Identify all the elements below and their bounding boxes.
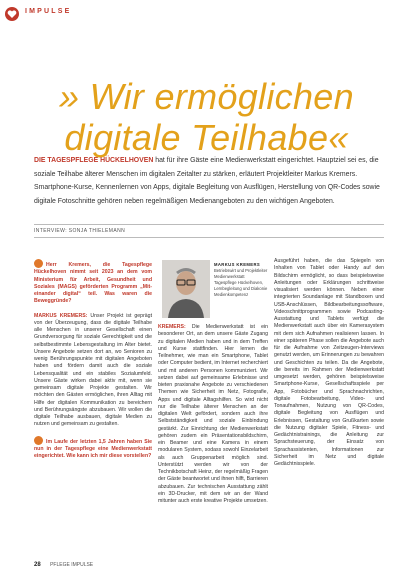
- speaker-label: MARKUS KREMERS:: [34, 312, 88, 319]
- divider: [34, 237, 384, 238]
- column-2: [158, 324, 268, 512]
- footer-text: PFLEGE IMPULSE: [50, 562, 94, 568]
- page-footer: [34, 562, 93, 568]
- answer-2-continued: Ausgeführt haben, die das Spiegeln von Inhalten von Tablet oder Handy auf den Bildschirm ermöglicht, so dass beispielsweise Anleitungen oder Erklärungen schrittweise visualisiert werden können. Neben einer integrierten Soundanlage mit Standboxen und USB-Anschlüssen, Bildbearbeitungssoftware, Videoschnittprogrammen sowie Podcasting-Ausstattung und Tablets verfügt die Medienwerkstatt auch über ein Kamerasystem mit dem sich Aufnahmen realisieren lassen. In einer späteren Phase sollen die Angebote auch für die Aufnahme von Zeitzeugen-Interviews genutzt werden, um Erinnerungen zu bewahren und Geschichten zu teilen. Da die Angebote, die bereits im Rahmen der Medienwerkstatt umgesetzt werden, gehören beispielsweise Smartphone-Kurse, Gesellschaftsspiele per App, Fotobücher und Sprachnachrichten, digitale Fotobearbeitung, Video- und Tonaufnahmen, Nutzung von QR-Codes, digitale Begleitung von Ausflügen und Erlebnissen, Gestaltung von Grußkarten sowie die Nutzung digitaler Spiele, Fitness- und Gedächtnistrainings, die Anleitung zur Sprachsteuerung, der Einsatz von Sprachassistenten, Informationen zur Sicherheit im Netz und digitale Gedächtnisspiele.: [274, 258, 384, 467]
- answer-1: MARKUS KREMERS: Unser Projekt ist geprägt von der Überzeugung, dass die digitale Teilhabe alle Menschen in unserer Gesellschaft einen Grundversorgung für soziale Gerechtigkeit und die selbstbestimmte Lebensgestaltung im Alter bietet. Unsere Angebote setzen dort an, wo Senioren zu wenig Berührungspunkte mit digitalen Angeboten haben und fördern damit auch die soziale Lebensqualität und ein stabiles Sozialumfeld. Unsere Gäste wirken dabei aktiv mit, wenn sie gemeinsam digitale Projekte gestalten. Wir möchten den Gästen ermöglichen, ihren Alltag mit Hilfe der digitalen Kommunikation zu bereichern und Berührungsängste abzubauen. Wir wollen die digitale Teilhabe ausbauen, digitale Medien zu nutzen und gemeinsam zu gestalten.: [34, 312, 153, 428]
- speech-bullet-icon: [34, 436, 43, 445]
- photo-caption: [214, 262, 268, 298]
- article-title-line-1: » Wir ermöglichen: [59, 76, 354, 117]
- intro-lead: DIE TAGESPFLEGE HÜCKELHOVEN: [34, 157, 154, 164]
- portrait-photo: [162, 260, 210, 318]
- caption-name: MARKUS KREMERS: [214, 262, 261, 267]
- divider: [34, 224, 384, 225]
- caption-text: Betriebswirt und Projektleiter Medienwerkstatt Tagespflege Hückelhoven, Lernbegleitung und Diakonie Medienkompetenz: [214, 268, 268, 297]
- column-3: [274, 258, 384, 475]
- column-1: [34, 259, 152, 467]
- page-number: 28: [34, 562, 41, 568]
- speaker-label: KREMERS:: [158, 324, 186, 330]
- question-2: Im Laufe der letzten 1,5 Jahren haben Sie nun in der Tagespflege eine Medienwerkstatt eingerichtet. Wie kann ich mir diese vorstellen?: [34, 436, 152, 461]
- section-label: IMPULSE: [25, 8, 72, 15]
- question-1: Herr Kremers, die Tagespflege Hückelhoven nimmt seit 2023 an dem vom Ministerium für Arbeit, Gesundheit und Soziales (MAGS) geförderten Programm „Mit-einander digital“ teil. Was waren die Beweggründe?: [34, 259, 152, 306]
- article-intro: [34, 154, 394, 208]
- interview-byline: INTERVIEW: SONJA THIELEMANN: [34, 228, 126, 234]
- intro-text: hat für ihre Gäste eine Medienwerkstatt eingerichtet. Hauptziel sei es, die soziale Teilhabe älterer Menschen im digitalen Zeitalter zu stärken, erläutert Projektleiter Markus Kremers. Smartphone-Kurse, Kennenlernen von Apps, digitale Begleitung von Ausflügen, Herstellung von QR-Codes sowie digitale Fotoschnitte gehören neben regelmäßigen Medienangeboten zu den wichtigen Angeboten.: [34, 157, 380, 205]
- answer-2: KREMERS: Die Medienwerkstatt ist ein besonderer Ort, an dem unsere Gäste Zugang zu digitalen Medien haben und in dem Treffen und Kurse stattfinden. Hier lernen die Teilnehmer, wie man ein Smartphone, Tablet oder Computer bedient, im Internet recherchiert und mit anderen Personen kommuniziert. Wir setzen dabei auf gemeinsame Erlebnisse und bieten praxisnahe Angebote zu verschiedenen Themen wie Sicherheit im Netz, Fotografie, Apps und digitale Alltagshilfen. So wird nicht nur die Teilhabe älterer Menschen an der digitalen Welt gefördert, sondern auch ihre Selbstständigkeit und soziale Einbindung gestärkt. Zur Einrichtung der Medienwerkstatt gehören zudem ein Präsentationsbildschirm, ein Beamer und eine Kamera in einem modularen System, sodass sowohl Einzelarbeit als auch Gruppenarbeit möglich sind. Unterstützt werden wir von der Technikbotschaft Heinz, der regelmäßig Fragen der Gäste beantwortet und ihnen hilft, Barrieren abzubauen. Zur technischen Ausstattung zählt ein 3D-Drucker, mit dem wir an der Wand mitunter auch erste kreative Projekte umsetzen.: [158, 324, 268, 504]
- brand-logo-icon: [5, 7, 19, 21]
- speech-bullet-icon: [34, 259, 43, 268]
- article-title-line-2: digitale Teilhabe«: [64, 117, 349, 158]
